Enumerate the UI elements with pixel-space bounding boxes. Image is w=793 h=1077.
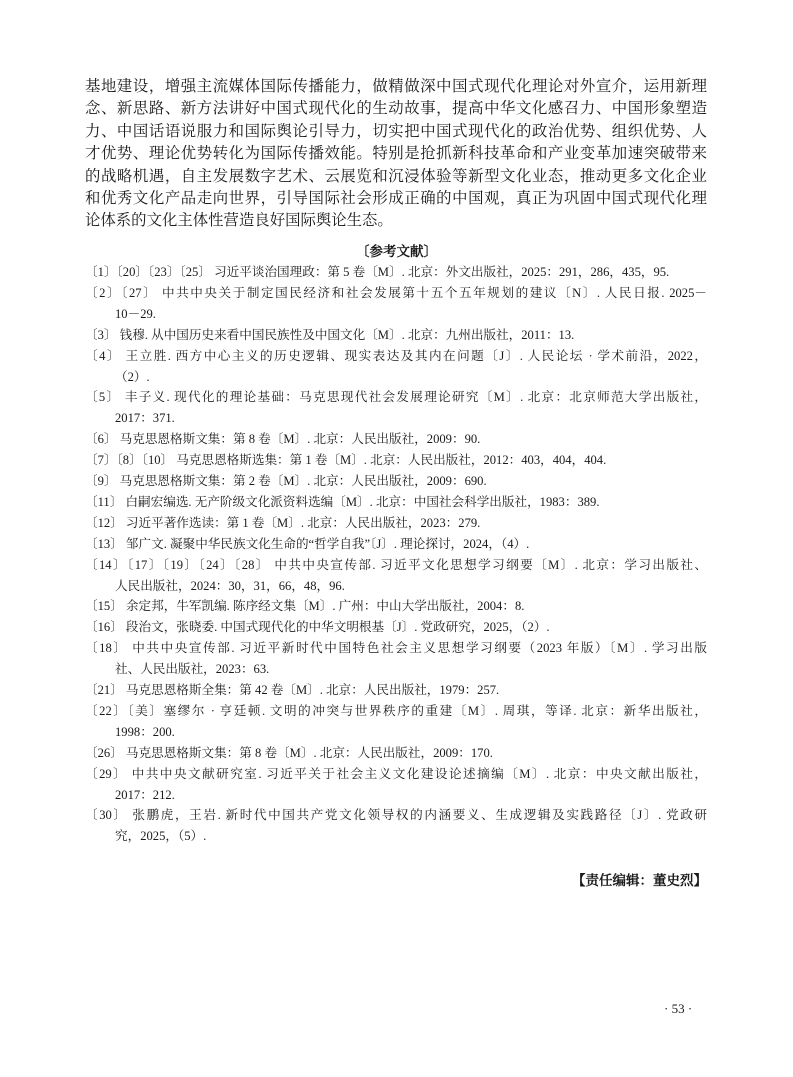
reference-item	[85, 387, 707, 429]
reference-line: 〔11〕 白嗣宏编选. 无产阶级文化派资料选编〔M〕. 北京：中国社会科学出版社，1983：389.	[85, 494, 600, 509]
reference-item	[85, 262, 707, 283]
reference-line: 2017：212.	[115, 787, 175, 802]
reference-item	[85, 680, 707, 701]
reference-line: 〔16〕 段治文，张晓委. 中国式现代化的中华文明根基〔J〕. 党政研究，2025，（2）.	[85, 620, 550, 635]
paragraph-line: 力、中国话语说服力和国际舆论引导力，切实把中国式现代化的政治优势、组织优势、人	[85, 122, 707, 140]
reference-item	[85, 805, 707, 847]
reference-item	[85, 743, 707, 764]
reference-item	[85, 764, 707, 806]
body-paragraph	[85, 76, 707, 233]
reference-line: 〔4〕 王立胜. 西方中心主义的历史逻辑、现实表达及其内在问题〔J〕. 人民论坛 · 学术前沿，2022，	[85, 348, 707, 363]
reference-line: 〔7〕〔8〕〔10〕 马克思恩格斯选集：第 1 卷〔M〕. 北京：人民出版社，2012：403，404，404.	[85, 453, 607, 468]
paragraph-line: 和优秀文化产品走向世界，引导国际社会形成正确的中国观，真正为巩固中国式现代化理	[85, 189, 707, 207]
reference-item	[85, 617, 707, 638]
paragraph-line: 的战略机遇，自主发展数字艺术、云展览和沉浸体验等新型文化业态，推动更多文化企业	[85, 167, 707, 185]
reference-item	[85, 471, 707, 492]
reference-item	[85, 513, 707, 534]
reference-item	[85, 283, 707, 325]
reference-item	[85, 534, 707, 555]
reference-line: 究，2025，（5）.	[115, 829, 207, 844]
reference-line: 〔18〕 中共中央宣传部. 习近平新时代中国特色社会主义思想学习纲要（2023 年版）〔M〕. 学习出版	[85, 641, 707, 656]
reference-line: 〔13〕 邹广文. 凝聚中华民族文化生命的“哲学自我”〔J〕. 理论探讨，2024，（4）.	[85, 536, 530, 551]
reference-line: （2）.	[115, 369, 150, 384]
reference-item	[85, 701, 707, 743]
reference-item	[85, 596, 707, 617]
reference-line: 2017：371.	[115, 411, 175, 426]
reference-line: 〔3〕 钱穆. 从中国历史来看中国民族性及中国文化〔M〕. 北京：九州出版社，2011：13.	[85, 327, 575, 342]
paragraph-line: 基地建设，增强主流媒体国际传播能力，做精做深中国式现代化理论对外宣介，运用新理	[85, 78, 707, 95]
reference-item	[85, 555, 707, 597]
reference-item	[85, 492, 707, 513]
paragraph-line: 才优势、理论优势转化为国际传播效能。特别是抢抓新科技革命和产业变革加速突破带来	[85, 145, 707, 163]
reference-line: 〔6〕 马克思恩格斯文集：第 8 卷〔M〕. 北京：人民出版社，2009：90.	[85, 432, 481, 447]
reference-line: 〔2〕〔27〕 中共中央关于制定国民经济和社会发展第十五个五年规划的建议〔N〕. 人民日报. 2025－	[85, 285, 707, 300]
paragraph-line: 论体系的文化主体性营造良好国际舆论生态。	[85, 212, 393, 230]
reference-item	[85, 638, 707, 680]
reference-line: 〔29〕 中共中央文献研究室. 习近平关于社会主义文化建设论述摘编〔M〕. 北京：中央文献出版社，	[85, 766, 707, 781]
page-number: · 53 ·	[664, 1001, 693, 1016]
reference-line: 〔1〕〔20〕〔23〕〔25〕 习近平谈治国理政：第 5 卷〔M〕. 北京：外文出版社，2025：291，286，435，95.	[85, 265, 670, 279]
reference-line: 人民出版社，2024：30，31，66，48，96.	[115, 578, 345, 593]
reference-line: 10－29.	[115, 306, 156, 321]
reference-item	[85, 346, 707, 388]
reference-line: 〔15〕 余定邦，牛军凯编. 陈序经文集〔M〕. 广州：中山大学出版社，2004：8.	[85, 599, 525, 614]
paragraph-line: 念、新思路、新方法讲好中国式现代化的生动故事，提高中华文化感召力、中国形象塑造	[85, 100, 707, 118]
reference-line: 〔26〕 马克思恩格斯文集：第 8 卷〔M〕. 北京：人民出版社，2009：170.	[85, 745, 493, 760]
reference-line: 1998：200.	[115, 724, 175, 739]
reference-item	[85, 450, 707, 471]
reference-line: 〔12〕 习近平著作选读：第 1 卷〔M〕. 北京：人民出版社，2023：279.	[85, 515, 481, 530]
reference-line: 〔22〕〔美〕塞缪尔 · 亨廷顿. 文明的冲突与世界秩序的重建〔M〕. 周琪，等译. 北京：新华出版社，	[85, 703, 707, 718]
reference-line: 〔14〕〔17〕〔19〕〔24〕〔28〕 中共中央宣传部. 习近平文化思想学习纲要〔M〕. 北京：学习出版社、	[85, 557, 707, 572]
reference-line: 〔5〕 丰子义. 现代化的理论基础：马克思现代社会发展理论研究〔M〕. 北京：北京师范大学出版社，	[85, 390, 707, 405]
reference-line: 社、人民出版社，2023：63.	[115, 662, 270, 677]
references-heading: 〔参考文献〕	[356, 244, 437, 259]
reference-line: 〔30〕 张鹏虎，王岩. 新时代中国共产党文化领导权的内涵要义、生成逻辑及实践路径〔J〕. 党政研	[85, 808, 707, 823]
reference-line: 〔21〕 马克思恩格斯全集：第 42 卷〔M〕. 北京：人民出版社，1979：257.	[85, 683, 500, 698]
reference-item	[85, 429, 707, 450]
reference-line: 〔9〕 马克思恩格斯文集：第 2 卷〔M〕. 北京：人民出版社，2009：690.	[85, 474, 487, 489]
references-list	[85, 262, 707, 847]
responsible-editor: 【责任编辑：董史烈】	[572, 873, 707, 888]
reference-item	[85, 325, 707, 346]
